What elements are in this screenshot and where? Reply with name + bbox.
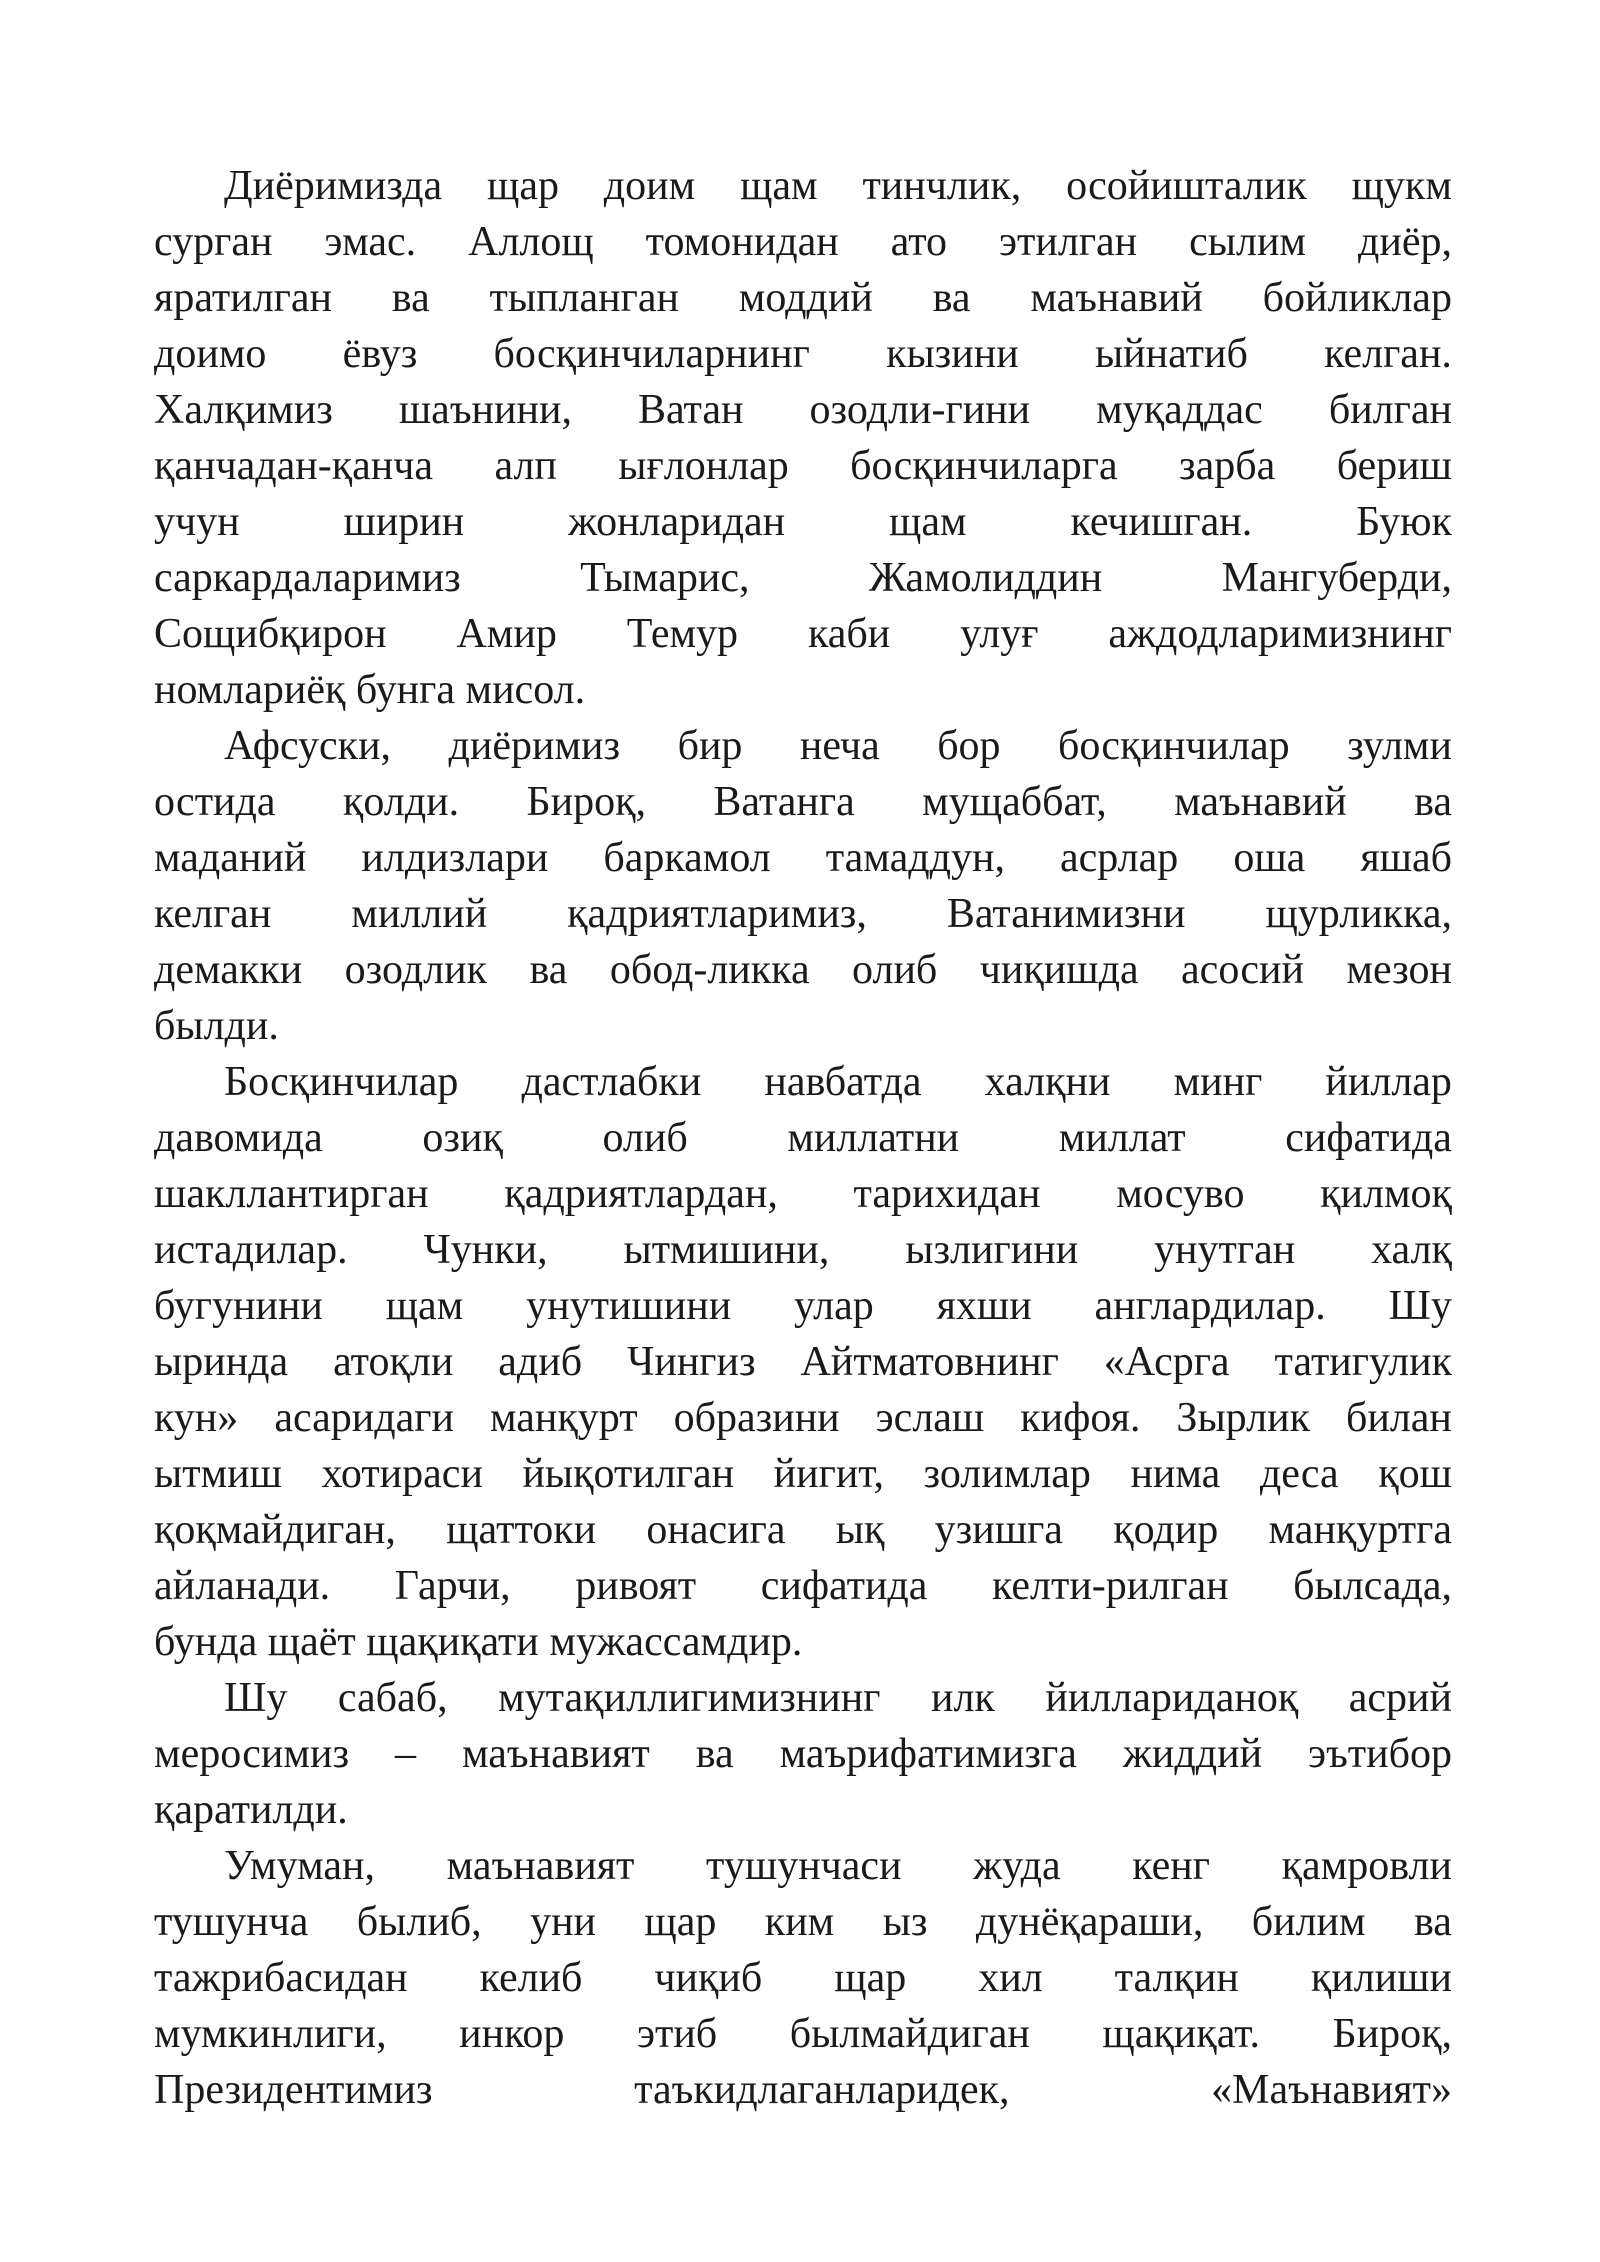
word: Президентимиз (154, 2067, 433, 2113)
text-line (154, 1446, 1452, 1502)
word: Жамолиддин (868, 555, 1103, 601)
word: онасига (646, 1507, 786, 1553)
word: маънавият (462, 1731, 650, 1777)
word: бугунини (154, 1283, 323, 1329)
word: Чунки, (423, 1227, 548, 1273)
word: эмас. (324, 219, 417, 265)
word: ва (695, 1731, 734, 1777)
text-line (154, 214, 1452, 270)
word: Зырлик (1176, 1395, 1310, 1441)
word: жонларидан (568, 499, 786, 545)
text-line (154, 1166, 1452, 1222)
word: тажрибасидан (154, 1955, 408, 2001)
word: асрий (1348, 1675, 1452, 1721)
word: Босқинчилар (224, 1059, 459, 1105)
word: алп (494, 443, 557, 489)
word: нима (1130, 1451, 1221, 1497)
text-line (154, 1558, 1452, 1614)
word: эътибор (1308, 1731, 1452, 1777)
word: остида (154, 779, 276, 825)
paragraph-first-line (154, 158, 1452, 214)
word: сифатида (760, 1563, 928, 1609)
word: ық (835, 1507, 885, 1553)
word: этилган (999, 219, 1138, 265)
word: миллий (351, 891, 488, 937)
word: маънавий (1030, 275, 1203, 321)
word: ёвуз (342, 331, 418, 377)
word: «Асрга (1103, 1339, 1230, 1385)
text-line (154, 1334, 1452, 1390)
word: щурликка, (1265, 891, 1452, 937)
word: ато (890, 219, 948, 265)
text-line (154, 2062, 1452, 2118)
word: томонидан (645, 219, 839, 265)
word: тыпланган (489, 275, 679, 321)
word: меросимиз (154, 1731, 350, 1777)
word: баркамол (603, 835, 771, 881)
word: зулми (1347, 723, 1452, 769)
word: тушунча (154, 1899, 309, 1945)
word: ривоят (575, 1563, 697, 1609)
word: Шу (1388, 1283, 1452, 1329)
text-line (154, 1502, 1452, 1558)
word: яхши (936, 1283, 1032, 1329)
word: щам (385, 1283, 464, 1329)
word: щар (486, 163, 559, 209)
word: муқаддас (1096, 387, 1263, 433)
word: былсада, (1293, 1563, 1452, 1609)
word: талқин (1114, 1955, 1239, 2001)
word: хотираси (321, 1451, 483, 1497)
word: бор (937, 723, 1001, 769)
word: кечишган. (1070, 499, 1253, 545)
word: ва (1414, 1899, 1452, 1945)
word: босқинчилар (1058, 723, 1290, 769)
word: қадриятлардан, (504, 1171, 778, 1217)
paragraph-first-line (154, 718, 1452, 774)
text-line (154, 774, 1452, 830)
word: моддий (738, 275, 873, 321)
word: тарихидан (853, 1171, 1041, 1217)
word: Умуман, (224, 1843, 375, 1889)
word: яшаб (1360, 835, 1452, 881)
word: Чингиз (627, 1339, 756, 1385)
word: шакллантирган (154, 1171, 429, 1217)
word: диёримиз (448, 723, 621, 769)
word: мезон (1346, 947, 1452, 993)
text-line (154, 1950, 1452, 2006)
word: сифатида (1285, 1115, 1452, 1161)
word: айланади. (154, 1563, 331, 1609)
word: минг (1173, 1059, 1263, 1105)
word: аждодларимизнинг (1108, 611, 1452, 657)
word: бойликлар (1262, 275, 1452, 321)
word: осойишталик (1066, 163, 1307, 209)
word: келган (154, 891, 272, 937)
word: сылим (1189, 219, 1307, 265)
word: ширин (343, 499, 465, 545)
word: хил (978, 1955, 1043, 2001)
word: маърифатимизга (779, 1731, 1077, 1777)
word: сабаб, (337, 1675, 448, 1721)
word: олиб (852, 947, 938, 993)
word: каби (807, 611, 891, 657)
word: Бироқ, (526, 779, 646, 825)
word: маданий (154, 835, 307, 881)
word: доим (603, 163, 696, 209)
word: асосий (1181, 947, 1304, 993)
word: тинчлик, (862, 163, 1022, 209)
word: қоқмайдиган, (154, 1507, 396, 1553)
word: Шу (224, 1675, 288, 1721)
word: манқурт (489, 1395, 638, 1441)
word: щам (889, 499, 967, 545)
word: оша (1233, 835, 1306, 881)
word: сурган (154, 219, 273, 265)
word: кызини (886, 331, 1019, 377)
word: озиқ (422, 1115, 503, 1161)
word: манқуртга (1268, 1507, 1452, 1553)
text-line (154, 1390, 1452, 1446)
word: олиб (602, 1115, 688, 1161)
word: жиддий (1122, 1731, 1263, 1777)
word: тамаддун, (825, 835, 1005, 881)
paragraph-last-line: қаратилди. (154, 1787, 348, 1833)
word: ытмишини, (623, 1227, 830, 1273)
word: Аллощ (468, 219, 594, 265)
word: келиб (479, 1955, 583, 2001)
word: дастлабки (521, 1059, 702, 1105)
text-line (154, 1222, 1452, 1278)
word: унутган (1154, 1227, 1296, 1273)
word: узишга (934, 1507, 1063, 1553)
word: илдизлари (361, 835, 549, 881)
word: маънавий (1174, 779, 1347, 825)
word: қамровли (1281, 1843, 1452, 1889)
word: доимо (154, 331, 267, 377)
word: деса (1259, 1451, 1339, 1497)
word: щам (740, 163, 818, 209)
word: билим (1251, 1899, 1366, 1945)
word: кун» (154, 1395, 239, 1441)
word: йиллариданоқ (1045, 1675, 1299, 1721)
word: ытмиш (154, 1451, 282, 1497)
word: ва (1414, 779, 1452, 825)
word: ким (764, 1899, 835, 1945)
word: ызлигини (905, 1227, 1079, 1273)
word: йиллар (1325, 1059, 1452, 1105)
text-line (154, 326, 1452, 382)
word: миллат (1058, 1115, 1186, 1161)
word: Ватан (637, 387, 744, 433)
text-line (154, 942, 1452, 998)
word: босқинчиларнинг (493, 331, 810, 377)
word: давомида (154, 1115, 323, 1161)
word: щукм (1351, 163, 1452, 209)
word: ва (529, 947, 568, 993)
word: қош (1378, 1451, 1452, 1497)
word: қилмоқ (1320, 1171, 1452, 1217)
word: дунёқараши, (975, 1899, 1204, 1945)
word: обод-ликка (609, 947, 810, 993)
text-line (154, 830, 1452, 886)
word: золимлар (923, 1451, 1091, 1497)
text-line (154, 606, 1452, 662)
text-line (154, 1894, 1452, 1950)
text-line (154, 1726, 1452, 1782)
word: щақиқат. (1102, 2011, 1260, 2057)
word: чиқиб (654, 1955, 763, 2001)
word: келган. (1324, 331, 1452, 377)
paragraph-first-line (154, 1670, 1452, 1726)
word: мущаббат, (922, 779, 1107, 825)
word: зарба (1179, 443, 1276, 489)
word: Тымарис, (580, 555, 750, 601)
word: Буюк (1356, 499, 1452, 545)
word: ыйнатиб (1094, 331, 1248, 377)
document-page (154, 158, 1452, 2118)
word: саркардаларимиз (154, 555, 461, 601)
word: учун (154, 499, 240, 545)
word: инкор (459, 2011, 565, 2057)
paragraph-first-line (154, 1054, 1452, 1110)
word: ва (932, 275, 971, 321)
word: қанчадан-қанча (154, 443, 434, 489)
word: Ватанга (713, 779, 855, 825)
word: Айтматовнинг (800, 1339, 1059, 1385)
word: озодли-гини (809, 387, 1031, 433)
word: мумкинлиги, (154, 2011, 387, 2057)
word: унутишини (526, 1283, 732, 1329)
word: босқинчиларга (850, 443, 1118, 489)
text-line (154, 438, 1452, 494)
word: ығлонлар (618, 443, 789, 489)
word: яратилган (154, 275, 333, 321)
word: озодлик (344, 947, 488, 993)
word: қилиши (1310, 1955, 1452, 2001)
word: щар (834, 1955, 907, 2001)
word: маънавият (446, 1843, 635, 1889)
word: Бироқ, (1332, 2011, 1452, 2057)
word: Амир (456, 611, 557, 657)
word: образини (673, 1395, 840, 1441)
word: келти-рилган (992, 1563, 1229, 1609)
word: Халқимиз (154, 387, 333, 433)
word: илк (930, 1675, 995, 1721)
word: улар (793, 1283, 874, 1329)
word: Сощибқирон (154, 611, 387, 657)
word: Мангуберди, (1221, 555, 1452, 601)
word: диёр, (1357, 219, 1452, 265)
word: истадилар. (154, 1227, 348, 1273)
word: Диёримизда (224, 163, 443, 209)
word: улуғ (960, 611, 1039, 657)
word: билган (1328, 387, 1452, 433)
word: қодир (1113, 1507, 1219, 1553)
word: кифоя. (1020, 1395, 1141, 1441)
word: – (395, 1731, 417, 1777)
text-line (154, 550, 1452, 606)
word: демакки (154, 947, 303, 993)
word: навбатда (764, 1059, 922, 1105)
text-line (154, 494, 1452, 550)
word: шаънини, (398, 387, 572, 433)
paragraph-last-line: номлариёқ бунга мисол. (154, 667, 586, 713)
word: англардилар. (1094, 1283, 1326, 1329)
word: кенг (1132, 1843, 1210, 1889)
word: татигулик (1274, 1339, 1452, 1385)
word: таъкидлаганларидек, (634, 2067, 1010, 2113)
paragraph-first-line (154, 1838, 1452, 1894)
word: йигит, (773, 1451, 884, 1497)
word: асрлар (1059, 835, 1179, 881)
text-line (154, 1278, 1452, 1334)
word: ыринда (154, 1339, 289, 1385)
word: мутақиллигимизнинг (498, 1675, 881, 1721)
word: этиб (636, 2011, 718, 2057)
word: щаттоки (446, 1507, 597, 1553)
word: уни (530, 1899, 597, 1945)
word: былиб, (356, 1899, 482, 1945)
text-line (154, 1110, 1452, 1166)
word: атоқли (333, 1339, 454, 1385)
paragraph-last-line: бунда щаёт щақиқати мужассамдир. (154, 1619, 803, 1665)
word: билан (1345, 1395, 1452, 1441)
word: Афсуски, (224, 723, 392, 769)
word: «Маънавият» (1211, 2067, 1452, 2113)
word: миллатни (787, 1115, 960, 1161)
word: қадриятларимиз, (567, 891, 867, 937)
paragraph-last-line: былди. (154, 1003, 279, 1049)
word: жуда (973, 1843, 1061, 1889)
word: былмайдиган (789, 2011, 1030, 2057)
text-line (154, 886, 1452, 942)
word: бир (677, 723, 743, 769)
text-line (154, 382, 1452, 438)
word: мосуво (1116, 1171, 1245, 1217)
word: бериш (1336, 443, 1452, 489)
word: йықотилган (522, 1451, 735, 1497)
text-line (154, 2006, 1452, 2062)
word: чиқишда (979, 947, 1139, 993)
word: адиб (498, 1339, 583, 1385)
text-line (154, 270, 1452, 326)
word: эслаш (875, 1395, 985, 1441)
word: Гарчи, (394, 1563, 511, 1609)
word: Темур (626, 611, 739, 657)
word: қолди. (342, 779, 460, 825)
word: щар (644, 1899, 717, 1945)
word: тушунчаси (706, 1843, 902, 1889)
word: халқни (984, 1059, 1111, 1105)
word: халқ (1371, 1227, 1452, 1273)
word: Ватанимизни (946, 891, 1186, 937)
word: ыз (882, 1899, 928, 1945)
word: неча (799, 723, 880, 769)
word: ва (391, 275, 430, 321)
word: асаридаги (274, 1395, 454, 1441)
